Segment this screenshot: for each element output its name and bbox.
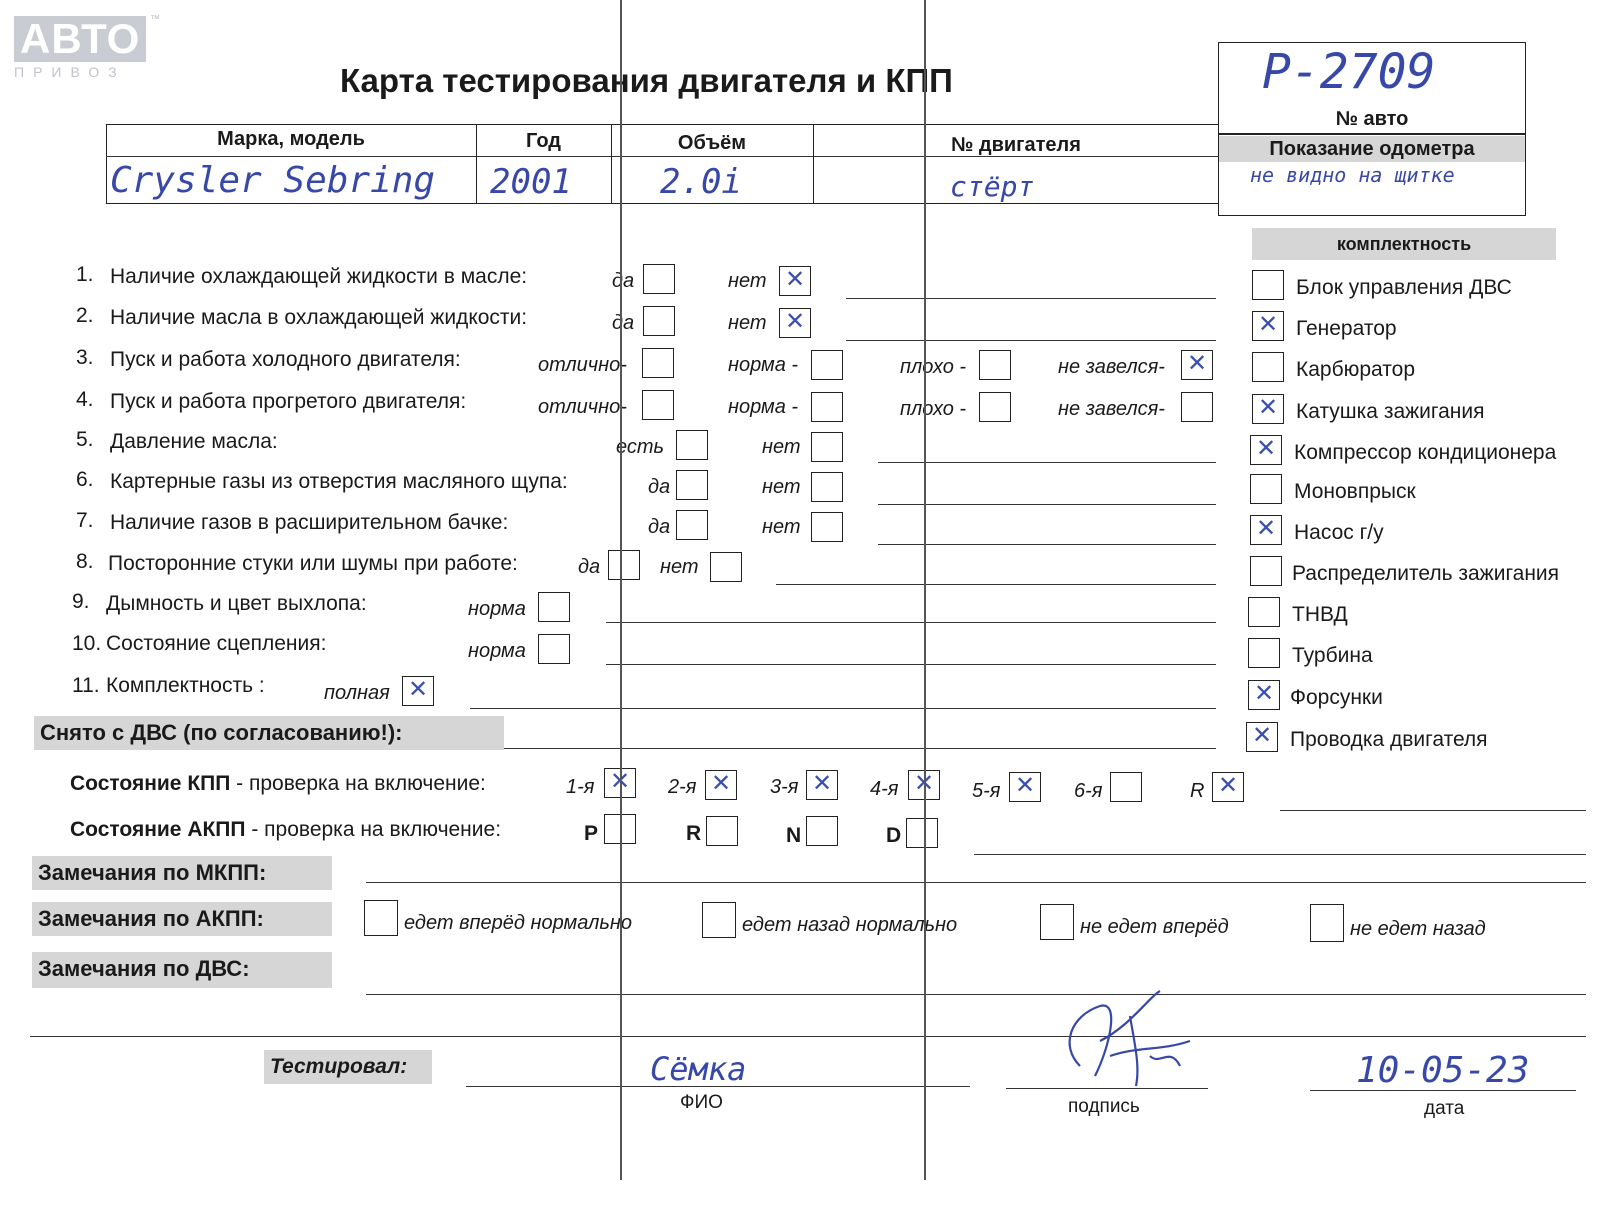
- volume-value: 2.0i: [660, 162, 742, 202]
- check-num: 3.: [76, 346, 94, 369]
- col-year: Год: [526, 130, 561, 152]
- completeness-item: Форсунки: [1290, 686, 1383, 709]
- signature-stroke: [1070, 991, 1190, 1086]
- check-num: 1.: [76, 263, 94, 286]
- check-label: Наличие охлаждающей жидкости в масле:: [110, 265, 528, 288]
- removed-label: Снято с ДВС (по согласованию!):: [34, 716, 504, 750]
- checkbox[interactable]: [811, 392, 843, 422]
- akpp-remark-option: едет назад нормально: [742, 914, 958, 936]
- removed-line: [504, 748, 1216, 749]
- note-line: [776, 584, 1216, 585]
- signature-label: подпись: [1068, 1096, 1140, 1117]
- checkbox[interactable]: [1250, 556, 1282, 586]
- gear-label: 2-я: [668, 776, 697, 798]
- col-volume: Объём: [677, 132, 747, 154]
- checkbox-checked[interactable]: [779, 266, 811, 296]
- make-model-value: Crysler Sebring: [110, 160, 436, 201]
- fold-line-left: [620, 0, 622, 1180]
- check-label: Пуск и работа прогретого двигателя:: [110, 390, 467, 413]
- akpp-remark-option: не едет вперёд: [1080, 916, 1229, 938]
- opt-label: нет: [762, 436, 801, 458]
- odometer-value: не видно на щитке: [1250, 163, 1455, 187]
- completeness-item: Катушка зажигания: [1296, 400, 1485, 423]
- akpp-gear-checkbox[interactable]: [706, 816, 738, 846]
- checkbox-checked[interactable]: [1181, 350, 1213, 380]
- completeness-item: Генератор: [1296, 317, 1397, 340]
- checkbox[interactable]: [811, 432, 843, 462]
- opt-label: отлично-: [538, 396, 627, 418]
- checkbox[interactable]: [811, 350, 843, 380]
- akpp-line: [974, 854, 1586, 855]
- opt-label: плохо -: [900, 356, 967, 378]
- opt-label: да: [578, 556, 601, 578]
- akpp-label-bold: Состояние АКПП: [70, 818, 246, 841]
- date-label: дата: [1424, 1098, 1465, 1119]
- note-line: [470, 708, 1216, 709]
- logo-tm: ™: [150, 14, 160, 25]
- engine-no-value: стёрт: [950, 170, 1035, 203]
- mkpp-line: [1280, 810, 1586, 811]
- checkbox[interactable]: [1252, 270, 1284, 300]
- checkbox[interactable]: [710, 552, 742, 582]
- check-num: 7.: [76, 509, 94, 532]
- completeness-item: Турбина: [1292, 644, 1373, 667]
- gear-checkbox[interactable]: [806, 770, 838, 800]
- akpp-gear-label: R: [686, 822, 702, 845]
- checkbox[interactable]: [538, 634, 570, 664]
- opt-label: норма: [468, 640, 526, 662]
- checkbox[interactable]: [979, 392, 1011, 422]
- opt-label: нет: [660, 556, 699, 578]
- check-label: Состояние сцепления:: [106, 632, 327, 655]
- completeness-item: Блок управления ДВС: [1296, 276, 1512, 299]
- opt-label: не завелся-: [1058, 398, 1165, 420]
- check-label: Дымность и цвет выхлопа:: [106, 592, 367, 615]
- opt-label: норма -: [728, 396, 799, 418]
- checkbox[interactable]: [676, 470, 708, 500]
- completeness-title: комплектность: [1252, 228, 1556, 260]
- mkpp-label: [70, 772, 486, 796]
- gear-label: 5-я: [972, 780, 1001, 802]
- check-label: Пуск и работа холодного двигателя:: [110, 348, 461, 371]
- opt-label: не завелся-: [1058, 356, 1165, 378]
- logo-sub: ПРИВОЗ: [14, 64, 126, 80]
- checkbox-checked[interactable]: [402, 676, 434, 706]
- date-value: 10-05-23: [1356, 1050, 1530, 1091]
- check-num: 6.: [76, 468, 94, 491]
- akpp-remark-checkbox[interactable]: [702, 902, 736, 938]
- checkbox[interactable]: [1252, 352, 1284, 382]
- checkbox-checked[interactable]: [1250, 435, 1282, 465]
- checkbox[interactable]: [642, 348, 674, 378]
- checkbox[interactable]: [538, 592, 570, 622]
- note-line: [606, 622, 1216, 623]
- remarks-dvs-line-2: [30, 1036, 1586, 1037]
- auto-number-label: № авто: [1335, 108, 1409, 130]
- checkbox[interactable]: [676, 430, 708, 460]
- check-num: 4.: [76, 388, 94, 411]
- checkbox[interactable]: [811, 472, 843, 502]
- completeness-item: Компрессор кондиционера: [1294, 441, 1557, 464]
- tested-label: Тестировал:: [264, 1050, 432, 1084]
- check-label: Посторонние стуки или шумы при работе:: [108, 552, 518, 575]
- akpp-gear-label: N: [786, 824, 802, 847]
- checkbox-checked[interactable]: [1246, 722, 1278, 752]
- check-num: 2.: [76, 304, 94, 327]
- remarks-akpp-label: Замечания по АКПП:: [32, 902, 332, 936]
- page-title: Карта тестирования двигателя и КПП: [340, 62, 953, 99]
- checkbox[interactable]: [676, 510, 708, 540]
- fio-label: ФИО: [680, 1092, 723, 1113]
- fio-value: Сёмка: [650, 1050, 747, 1088]
- opt-label: нет: [728, 270, 767, 292]
- mkpp-label-rest: - проверка на включение:: [230, 772, 486, 795]
- date-line: [1310, 1090, 1576, 1091]
- completeness-item: Проводка двигателя: [1290, 728, 1488, 751]
- checkbox-checked[interactable]: [1248, 680, 1280, 710]
- logo: [14, 16, 146, 80]
- akpp-remark-option: едет вперёд нормально: [404, 912, 633, 934]
- akpp-remark-checkbox[interactable]: [1310, 904, 1344, 942]
- akpp-gear-label: D: [886, 824, 902, 847]
- checkbox-checked[interactable]: [1252, 394, 1284, 424]
- remarks-mkpp-label: Замечания по МКПП:: [32, 856, 332, 890]
- remarks-mkpp-line: [366, 882, 1586, 883]
- akpp-label-rest: - проверка на включение:: [245, 818, 502, 841]
- opt-label: есть: [616, 436, 665, 458]
- opt-label: нет: [728, 312, 767, 334]
- akpp-remark-checkbox[interactable]: [1040, 904, 1074, 940]
- gear-label: 3-я: [770, 776, 799, 798]
- gear-label: R: [1190, 780, 1205, 802]
- checkbox[interactable]: [643, 306, 675, 336]
- checkbox[interactable]: [608, 550, 640, 580]
- signature-image: [1040, 986, 1200, 1096]
- checkbox[interactable]: [642, 390, 674, 420]
- check-num: 9.: [72, 590, 90, 613]
- akpp-label: [70, 818, 501, 842]
- opt-label: нет: [762, 516, 801, 538]
- odometer-label: Показание одометра: [1218, 136, 1526, 162]
- gear-label: 6-я: [1074, 780, 1103, 802]
- completeness-item: ТНВД: [1292, 603, 1348, 626]
- checkbox[interactable]: [979, 350, 1011, 380]
- checkbox[interactable]: [1250, 474, 1282, 504]
- check-label: Наличие газов в расширительном бачке:: [110, 511, 509, 534]
- gear-checkbox[interactable]: [1110, 772, 1142, 802]
- checkbox-checked[interactable]: [779, 308, 811, 338]
- opt-label: отлично-: [538, 354, 627, 376]
- check-label: Наличие масла в охлаждающей жидкости:: [110, 306, 528, 329]
- fold-line-right: [924, 0, 926, 1180]
- checkbox-checked[interactable]: [1250, 515, 1282, 545]
- year-value: 2001: [490, 162, 572, 202]
- checkbox-checked[interactable]: [1252, 311, 1284, 341]
- opt-label: норма -: [728, 354, 799, 376]
- opt-label: норма: [468, 598, 526, 620]
- gear-checkbox[interactable]: [705, 770, 737, 800]
- note-line: [846, 340, 1216, 341]
- completeness-item: Распределитель зажигания: [1292, 562, 1560, 585]
- akpp-gear-checkbox[interactable]: [906, 818, 938, 848]
- check-label: Картерные газы из отверстия масляного щупа:: [110, 470, 568, 493]
- note-line: [878, 544, 1216, 545]
- akpp-gear-checkbox[interactable]: [806, 816, 838, 846]
- opt-label: нет: [762, 476, 801, 498]
- completeness-item: Карбюратор: [1296, 358, 1416, 381]
- remarks-dvs-label: Замечания по ДВС:: [32, 952, 332, 988]
- logo-brand: АВТО: [14, 16, 146, 62]
- completeness-item: Насос г/у: [1294, 521, 1384, 544]
- check-num: 10.: [72, 632, 102, 655]
- mkpp-label-bold: Состояние КПП: [70, 772, 231, 795]
- checkbox[interactable]: [1181, 392, 1213, 422]
- akpp-remark-checkbox[interactable]: [364, 900, 398, 936]
- note-line: [606, 664, 1216, 665]
- opt-label: да: [648, 476, 671, 498]
- checkbox[interactable]: [811, 512, 843, 542]
- opt-label: да: [612, 270, 635, 292]
- opt-label: плохо -: [900, 398, 967, 420]
- checkbox[interactable]: [1248, 638, 1280, 668]
- check-label: Комплектность :: [106, 674, 265, 697]
- check-num: 8.: [76, 550, 94, 573]
- completeness-item: Моновпрыск: [1294, 480, 1416, 503]
- col-engine-no: № двигателя: [951, 134, 1081, 156]
- note-line: [846, 298, 1216, 299]
- akpp-remark-option: не едет назад: [1350, 918, 1486, 940]
- auto-number-value: P-2709: [1262, 44, 1436, 100]
- fio-line: [466, 1086, 970, 1087]
- col-make-model: Марка, модель: [217, 128, 365, 150]
- gear-checkbox[interactable]: [1009, 772, 1041, 802]
- gear-checkbox[interactable]: [1212, 772, 1244, 802]
- opt-label: да: [648, 516, 671, 538]
- check-label: Давление масла:: [110, 430, 278, 453]
- checkbox[interactable]: [643, 264, 675, 294]
- akpp-gear-label: P: [584, 822, 599, 845]
- check-num: 11.: [72, 674, 100, 697]
- gear-label: 1-я: [566, 776, 595, 798]
- check-num: 5.: [76, 428, 94, 451]
- note-line: [878, 462, 1216, 463]
- note-line: [878, 504, 1216, 505]
- checkbox[interactable]: [1248, 597, 1280, 627]
- gear-label: 4-я: [870, 778, 899, 800]
- remarks-dvs-line: [366, 994, 1586, 995]
- opt-label: полная: [324, 682, 390, 704]
- opt-label: да: [612, 312, 635, 334]
